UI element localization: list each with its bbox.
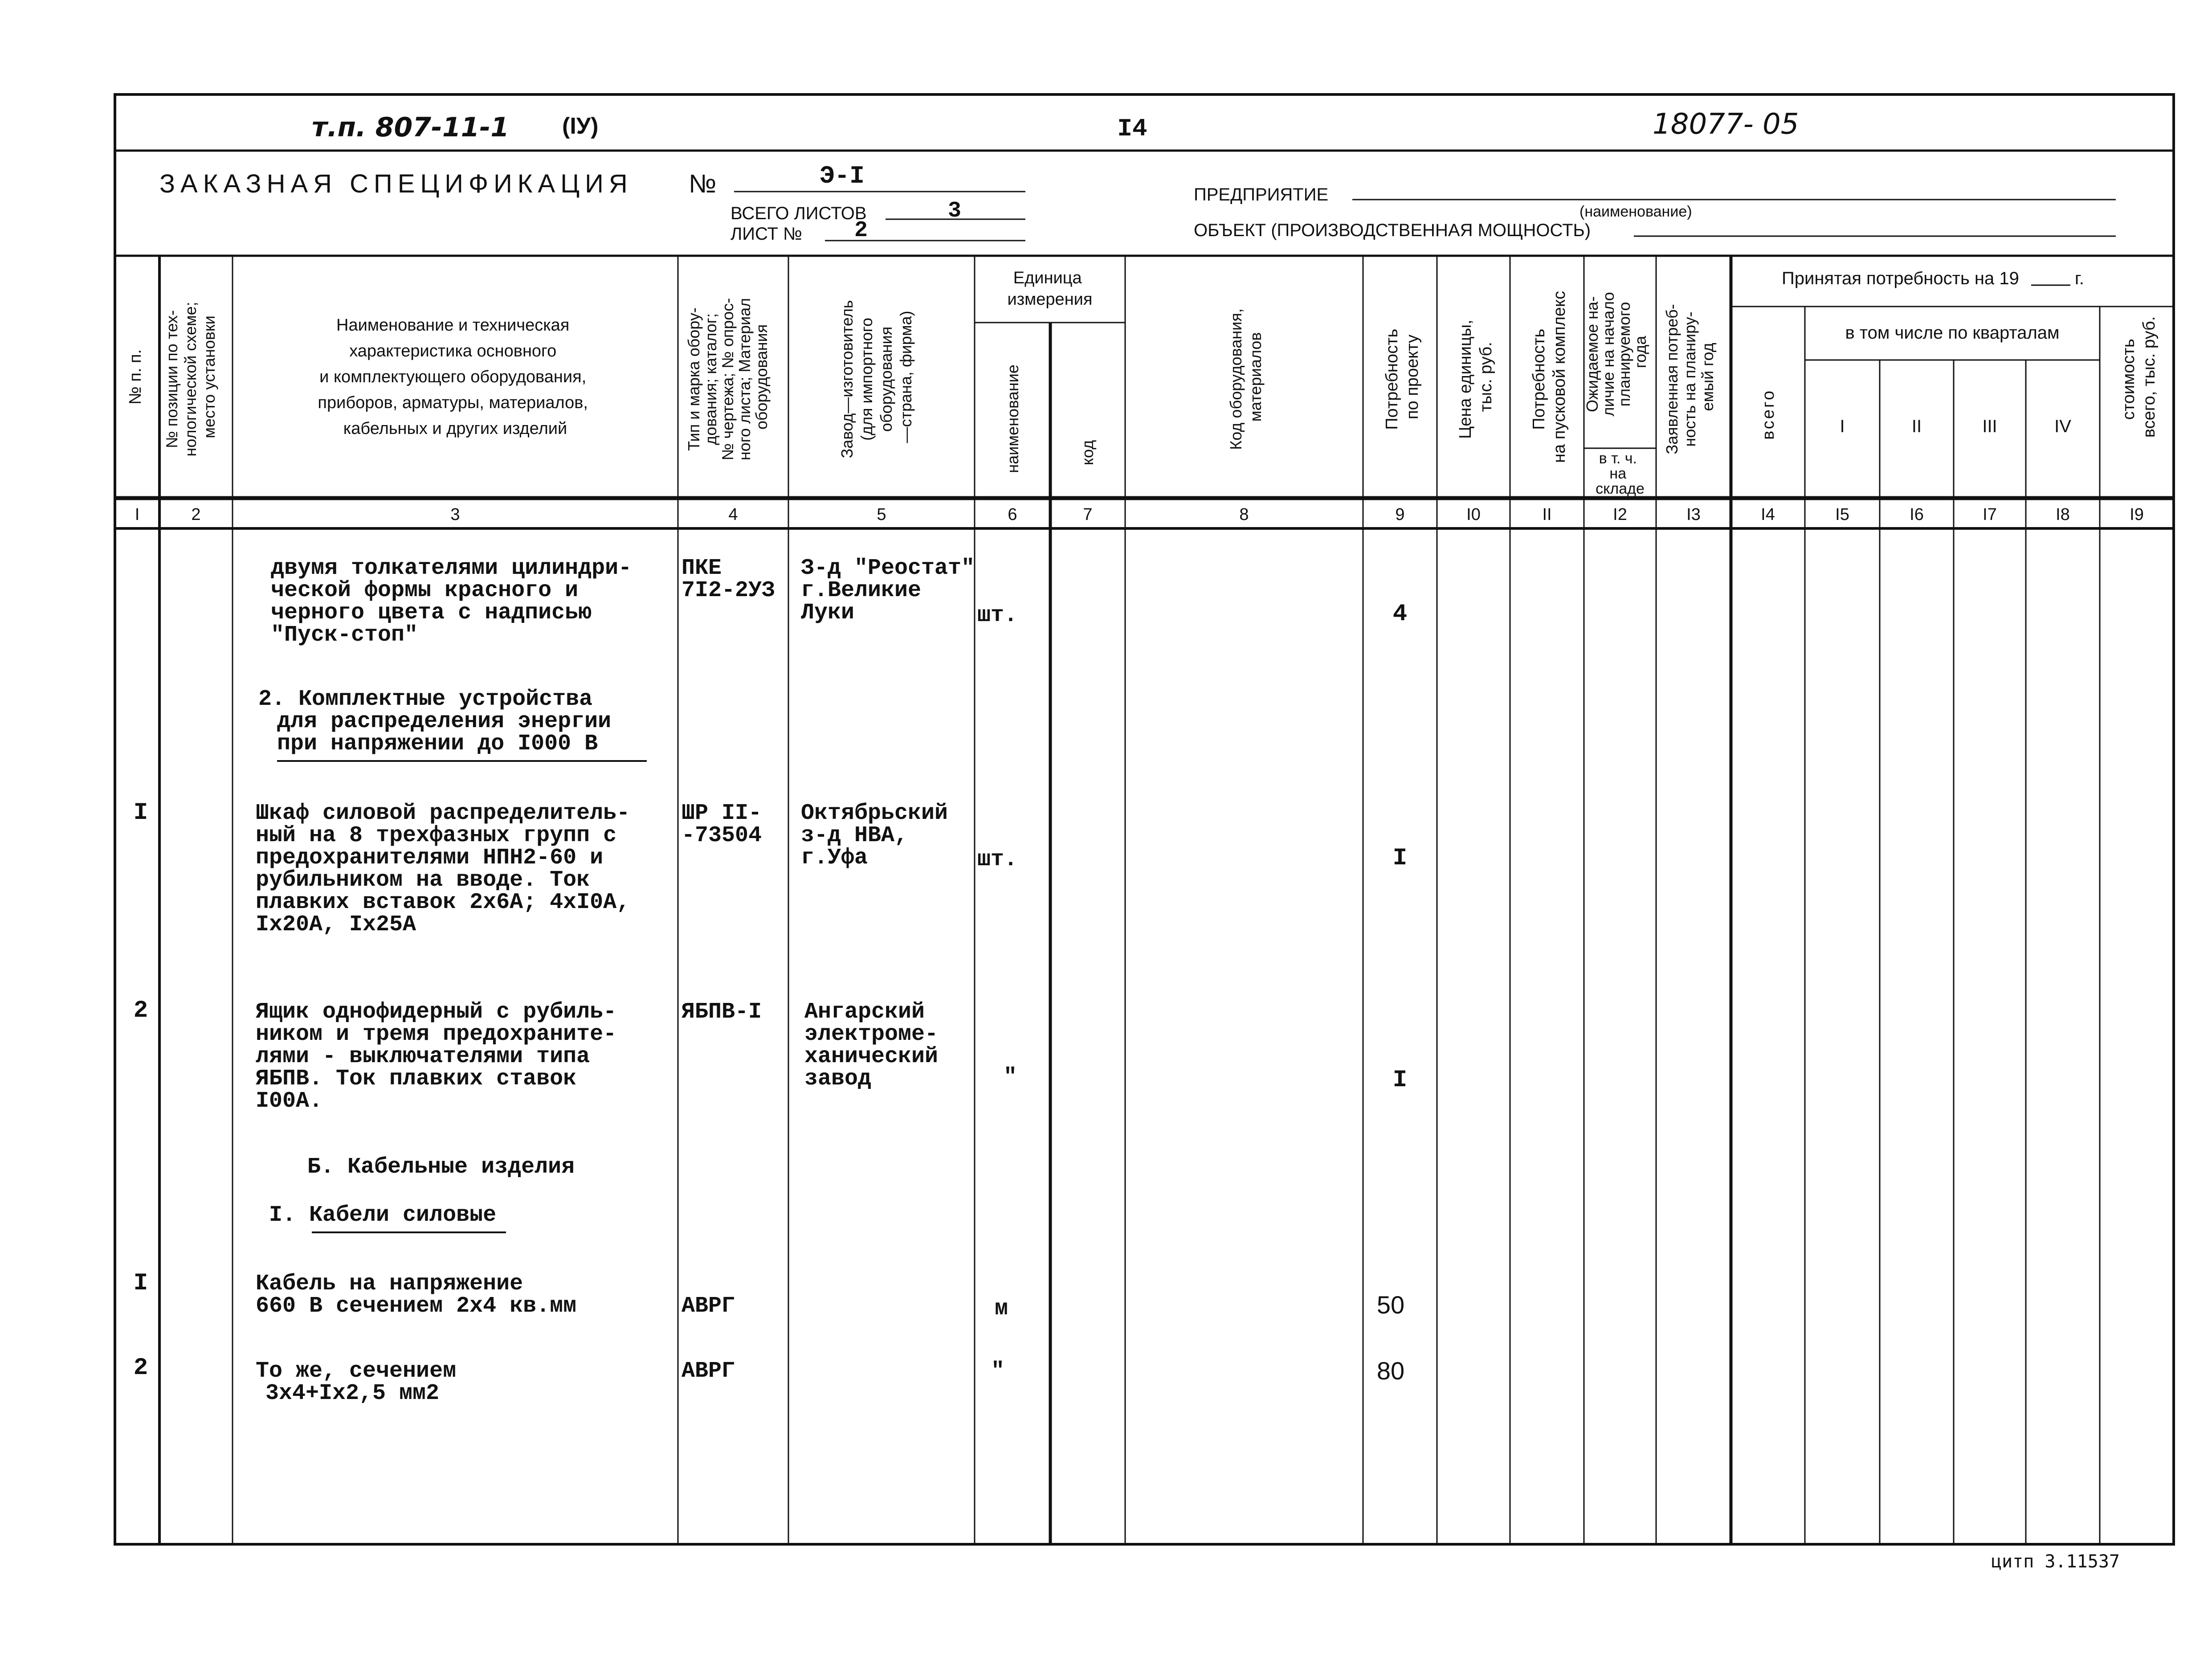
item-position: I [133, 799, 148, 826]
col-number: 6 [1008, 505, 1017, 524]
col-number: 2 [191, 505, 201, 524]
col-number: 9 [1395, 505, 1405, 524]
col-15-header: I [1840, 417, 1845, 436]
footer-stamp: цитп 3.11537 [1991, 1551, 2120, 1572]
spec-number-label: № [689, 169, 717, 198]
item-description: Кабель на напряжение 660 В сечением 2х4 кв.мм [256, 1271, 577, 1319]
top-strip [312, 108, 1799, 143]
item-position: 2 [133, 1354, 148, 1382]
item-type: АВРГ [682, 1358, 735, 1384]
enterprise-label: ПРЕДПРИЯТИЕ [1194, 185, 1329, 205]
sheet-number-value: 2 [854, 218, 868, 243]
section-heading: I. Кабели силовые [269, 1203, 497, 1228]
col-3-header: Наименование и техническая характеристика основного и комплектующего оборудования, приборов, арматуры, материалов, кабельных и других изделий [318, 316, 588, 438]
col-number: I0 [1466, 505, 1481, 524]
table-row [134, 997, 1407, 1114]
col-9-header: Потребность по проекту [1383, 328, 1422, 430]
column-headers [126, 269, 2159, 497]
col-17-header: III [1982, 417, 1997, 436]
accepted-group-suffix: г. [2075, 269, 2084, 288]
column-number-row [135, 505, 2144, 524]
col-number: 5 [877, 505, 886, 524]
item-unit: " [1003, 1064, 1017, 1090]
item-quantity: I [1392, 845, 1408, 872]
table-row [134, 1354, 1404, 1406]
section-heading: Б. Кабельные изделия [307, 1154, 575, 1180]
col-8-header: Код оборудования, материалов [1227, 308, 1265, 450]
item-type: ШР II- -73504 [682, 801, 762, 848]
item-type: ЯБПВ-I [682, 999, 762, 1025]
table-body [134, 556, 1407, 1406]
item-description: двумя толкателями цилиндри- ческой формы красного и черного цвета с надписью "Пуск-стоп" [271, 556, 632, 648]
section-heading: 2. Комплектные устройства для распределения энергии при напряжении до I000 В [258, 687, 612, 757]
table-row [134, 799, 1407, 937]
item-type: АВРГ [682, 1293, 735, 1319]
roman-part: (IУ) [562, 113, 599, 139]
item-manufacturer: Ангарский электроме- ханический завод [804, 999, 939, 1092]
item-description: Шкаф силовой распределитель- ный на 8 трехфазных групп с предохранителями НПН2-60 и рубильником на вводе. Ток плавких вставок 2х6А; 4хI0А, Iх20А, Iх25А [256, 801, 630, 937]
col-number: 8 [1239, 505, 1249, 524]
table-row [271, 556, 1407, 648]
col-number: 4 [728, 505, 738, 524]
col-10-header: Цена единицы, тыс. руб. [1456, 319, 1495, 439]
item-manufacturer: Октябрьский з-д НВА, г.Уфа [801, 801, 948, 871]
col-11-header: Потребность на пусковой комплекс [1530, 291, 1569, 463]
col-13-header: Заявленная потреб- ность на планиру- емый год [1663, 304, 1717, 454]
col-1-header: № п. п. [126, 349, 145, 405]
col-number: I4 [1761, 505, 1775, 524]
drawing-number: 18077- 05 [1653, 108, 1799, 141]
spec-number-value: Э-I [820, 162, 865, 190]
col-number: I6 [1910, 505, 1924, 524]
item-quantity: 4 [1392, 601, 1408, 628]
unit-group-header: Единица измерения [1007, 269, 1093, 309]
object-label: ОБЪЕКТ (ПРОИЗВОДСТВЕННАЯ МОЩНОСТЬ) [1194, 221, 1591, 240]
total-sheets-label: ВСЕГО ЛИСТОВ [731, 204, 867, 223]
sheet-number-label: ЛИСТ № [731, 224, 803, 244]
col-18-header: IV [2054, 417, 2071, 436]
item-description: Ящик однофидерный с рубиль- ником и тремя предохраните- лями - выключателями типа ЯБПВ. Ток плавких ставок I00А. [256, 999, 617, 1114]
item-quantity: 80 [1376, 1357, 1405, 1385]
item-type: ПКЕ 7I2-2УЗ [682, 556, 775, 603]
table-row [134, 1270, 1404, 1321]
total-sheets-value: 3 [948, 198, 962, 224]
col-number: 3 [450, 505, 460, 524]
enterprise-hint: (наименование) [1579, 203, 1692, 220]
page-number: I4 [1117, 115, 1147, 143]
col-number: I8 [2056, 505, 2070, 524]
col-2-header: № позиции по тех- нологической схеме; место установки [163, 302, 218, 457]
col-number: I9 [2130, 505, 2144, 524]
item-quantity: I [1392, 1067, 1408, 1094]
item-position: 2 [133, 997, 148, 1024]
col-16-header: II [1911, 417, 1922, 436]
col-number: I5 [1835, 505, 1849, 524]
item-unit: шт. [977, 847, 1018, 872]
col-number: I2 [1613, 505, 1627, 524]
item-quantity: 50 [1376, 1291, 1405, 1319]
item-description: То же, сечением 3х4+Iх2,5 мм2 [256, 1358, 457, 1406]
col-7-header: код [1078, 440, 1097, 466]
col-12-sub-header: в т. ч. на складе [1596, 450, 1645, 497]
item-manufacturer: З-д "Реостат" г.Великие Луки [801, 556, 975, 626]
col-number: I7 [1983, 505, 1997, 524]
col-number: I3 [1686, 505, 1701, 524]
col-6-header: наименование [1004, 364, 1022, 473]
col-4-header: Тип и марка обору- дования; каталог; № чертежа; № опрос- ного листа; Материал оборудования [685, 298, 771, 461]
col-number: I [135, 505, 140, 524]
title-block [159, 162, 1692, 244]
item-unit: шт. [977, 603, 1018, 628]
col-5-header: Завод—изготовитель (для импортного оборудования —страна, фирма) [838, 300, 915, 458]
col-12-header: Ожидаемое на- личие на начало планируемого года [1583, 292, 1649, 417]
col-19-header: стоимость всего, тыс. руб. [2119, 316, 2159, 438]
item-position: I [133, 1270, 148, 1297]
col-number: 7 [1083, 505, 1093, 524]
accepted-group-header: Принятая потребность на 19 [1782, 269, 2019, 288]
col-number: II [1542, 505, 1552, 524]
project-code: т.п. 807-11-1 [312, 112, 509, 143]
spec-heading: ЗАКАЗНАЯ СПЕЦИФИКАЦИЯ [159, 169, 633, 198]
item-unit: " [991, 1358, 1005, 1384]
col-14-header: всего [1759, 389, 1778, 440]
quarters-group-header: в том числе по кварталам [1845, 323, 2060, 343]
item-unit: м [994, 1296, 1008, 1321]
